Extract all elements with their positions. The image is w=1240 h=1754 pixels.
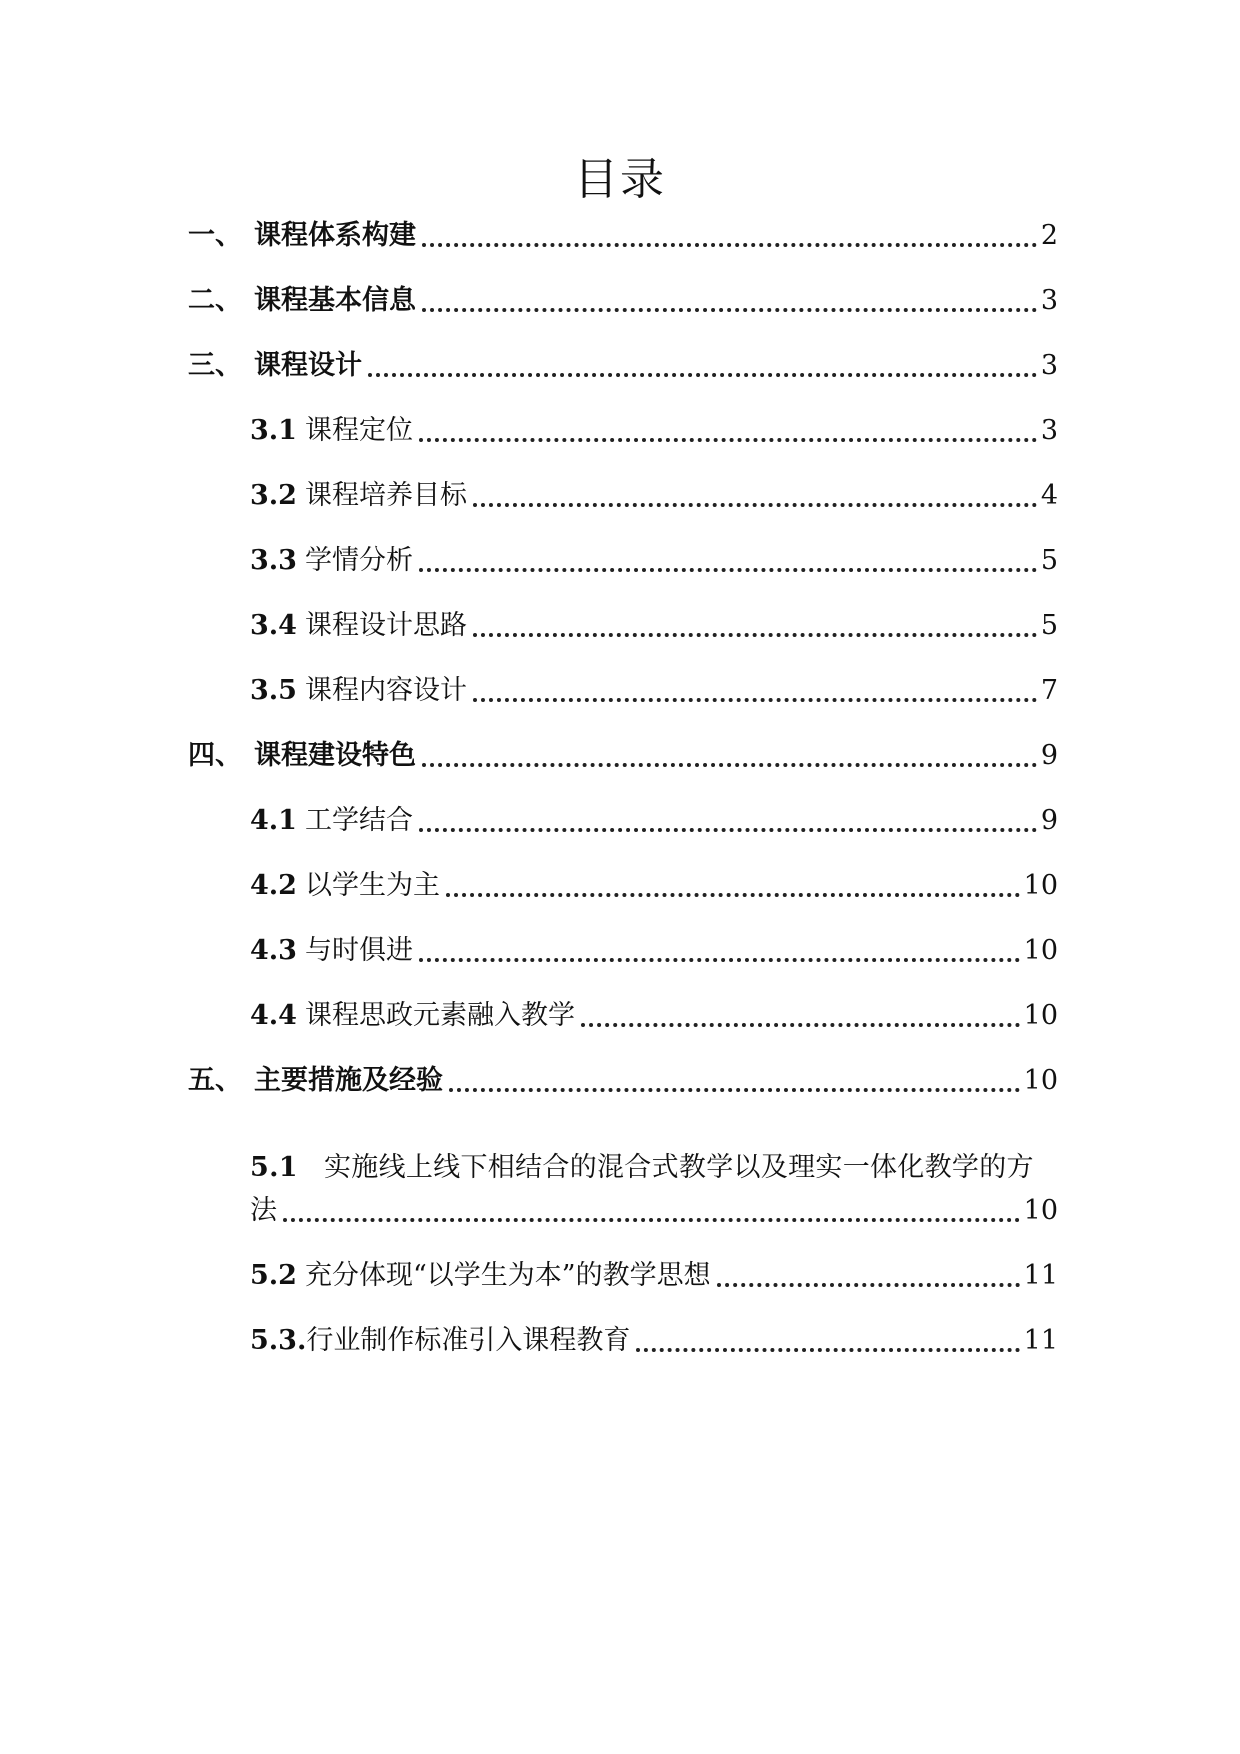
toc-entry-title: 实施线上线下相结合的混合式教学以及理实一体化教学的方: [324, 1152, 1034, 1183]
dot-leader: [422, 308, 1037, 312]
dot-leader: [368, 373, 1037, 377]
toc-entry-number: 3.5: [250, 675, 297, 706]
toc-page-number: 4: [1040, 480, 1058, 511]
toc-entry-title: 课程体系构建: [254, 220, 416, 251]
toc-entry-1[interactable]: [188, 212, 1058, 256]
toc-entry-number: 五、: [188, 1065, 242, 1096]
dot-leader: [419, 828, 1037, 832]
toc-entry-title: 课程培养目标: [304, 480, 467, 511]
toc-entry-number: 3.1: [250, 415, 297, 446]
toc-entry-title: 工学结合: [304, 805, 413, 836]
toc-entry-4-1[interactable]: [250, 797, 1058, 841]
toc-entry-title: 课程思政元素融入教学: [304, 1000, 575, 1031]
toc-entry-number: 5.2: [250, 1260, 297, 1291]
toc-page-number: 10: [1023, 870, 1058, 901]
dot-leader: [473, 698, 1037, 702]
toc-entry-title: 主要措施及经验: [254, 1065, 443, 1096]
toc-entry-number: 3.2: [250, 480, 297, 511]
toc-entry-number: 3.4: [250, 610, 297, 641]
toc-page-number: 10: [1023, 1195, 1058, 1226]
toc-entry-4[interactable]: [188, 732, 1058, 776]
dot-leader: [283, 1218, 1020, 1222]
dot-leader: [422, 763, 1037, 767]
dot-leader: [636, 1348, 1019, 1352]
dot-leader: [419, 568, 1037, 572]
toc-entry-5-1-line1[interactable]: [250, 1146, 1058, 1190]
toc-entry-number: 四、: [188, 740, 242, 771]
toc-entry-number: 一、: [188, 220, 242, 251]
toc-entry-3-2[interactable]: [250, 472, 1058, 516]
toc-page-number: 10: [1023, 1065, 1058, 1096]
toc-entry-5-3[interactable]: [250, 1317, 1058, 1361]
toc-entry-number: 4.4: [250, 1000, 297, 1031]
dot-leader: [422, 243, 1037, 247]
toc-entry-4-2[interactable]: [250, 862, 1058, 906]
toc-entry-title: 与时俱进: [304, 935, 413, 966]
page-title: 目录: [574, 154, 666, 205]
toc-entry-5-1-line2[interactable]: [250, 1187, 1058, 1231]
toc-page-number: 3: [1040, 415, 1058, 446]
toc-page-number: 11: [1023, 1260, 1058, 1291]
dot-leader: [473, 503, 1037, 507]
dot-leader: [473, 633, 1037, 637]
toc-page-number: 10: [1023, 935, 1058, 966]
toc-entry-title: 课程设计: [254, 350, 362, 381]
dot-leader: [446, 893, 1020, 897]
toc-entry-number: 4.1: [250, 805, 297, 836]
dot-leader: [581, 1023, 1020, 1027]
toc-entry-number: 5.1: [250, 1152, 298, 1183]
toc-entry-title: 学情分析: [304, 545, 413, 576]
toc-page-number: 10: [1023, 1000, 1058, 1031]
toc-entry-3-1[interactable]: [250, 407, 1058, 451]
toc-page-number: 11: [1023, 1325, 1058, 1356]
toc-entry-number: 二、: [188, 285, 242, 316]
toc-entry-5-2[interactable]: [250, 1252, 1058, 1296]
toc-entry-5[interactable]: [188, 1057, 1058, 1101]
toc-entry-title: 充分体现“以学生为本”的教学思想: [304, 1260, 711, 1291]
toc-entry-3-5[interactable]: [250, 667, 1058, 711]
toc-entry-title: 课程基本信息: [254, 285, 416, 316]
toc-entry-title: 课程设计思路: [304, 610, 467, 641]
toc-entry-title: 行业制作标准引入课程教育: [306, 1325, 631, 1356]
toc-page-number: 7: [1040, 675, 1058, 706]
toc-entry-4-4[interactable]: [250, 992, 1058, 1036]
toc-page-number: 5: [1040, 545, 1058, 576]
toc-entry-title: 以学生为主: [304, 870, 440, 901]
dot-leader: [449, 1088, 1020, 1092]
toc-page-number: 9: [1040, 805, 1058, 836]
toc-entry-number: 3.3: [250, 545, 297, 576]
dot-leader: [717, 1283, 1020, 1287]
toc-page-number: 3: [1040, 285, 1058, 316]
toc-entry-title: 课程建设特色: [254, 740, 416, 771]
toc-entry-number: 三、: [188, 350, 242, 381]
toc-page-number: 5: [1040, 610, 1058, 641]
toc-entry-title-continued: 法: [250, 1195, 277, 1226]
toc-entry-3-3[interactable]: [250, 537, 1058, 581]
toc-entry-3-4[interactable]: [250, 602, 1058, 646]
dot-leader: [419, 958, 1020, 962]
dot-leader: [419, 438, 1037, 442]
toc-entry-3[interactable]: [188, 342, 1058, 386]
toc-page-number: 2: [1040, 220, 1058, 251]
toc-entry-title: 课程内容设计: [304, 675, 467, 706]
toc-entry-number: 4.3: [250, 935, 297, 966]
toc-page-number: 9: [1040, 740, 1058, 771]
toc-page-number: 3: [1040, 350, 1058, 381]
toc-entry-number: 5.3.: [250, 1325, 307, 1356]
toc-entry-title: 课程定位: [304, 415, 413, 446]
toc-entry-number: 4.2: [250, 870, 297, 901]
toc-entry-4-3[interactable]: [250, 927, 1058, 971]
toc-entry-2[interactable]: [188, 277, 1058, 321]
